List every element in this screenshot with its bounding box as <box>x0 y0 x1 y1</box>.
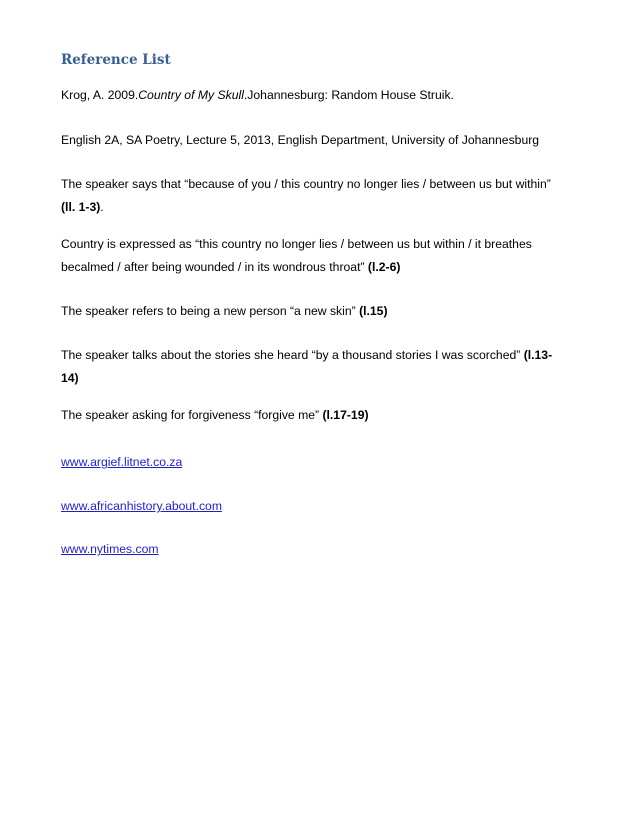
reference-quote-2 <box>61 233 581 279</box>
reference-lecture: English 2A, SA Poetry, Lecture 5, 2013, English Department, University of Johannesburg <box>61 133 540 147</box>
link-row-2 <box>61 495 581 518</box>
reference-list-heading: Reference List <box>61 52 171 68</box>
link-argief-litnet[interactable]: www.argief.litnet.co.za <box>61 455 183 469</box>
ref-author: Krog, A. 2009. <box>61 88 139 102</box>
quote-4-citation-start: (l.13- <box>523 348 553 362</box>
quote-4-text: The speaker talks about the stories she heard “by a thousand stories I was scorched” <box>61 348 524 362</box>
ref-publisher: .Johannesburg: Random House Struik. <box>243 88 454 102</box>
reference-quote-5 <box>61 404 581 427</box>
quote-2-line-1: Country is expressed as “this country no longer lies / between us but within / it breathes <box>61 237 532 251</box>
quote-2-line-2: becalmed / after being wounded / in its wondrous throat” <box>61 260 368 274</box>
quote-1-line: The speaker says that “because of you / this country no longer lies / between us but within” <box>61 177 551 191</box>
link-africanhistory[interactable]: www.africanhistory.about.com <box>61 499 222 513</box>
quote-3-text: The speaker refers to being a new person “a new skin” <box>61 304 360 318</box>
link-nytimes[interactable]: www.nytimes.com <box>61 542 159 556</box>
quote-2-citation: (l.2-6) <box>367 260 401 274</box>
quote-1-end: . <box>100 200 104 214</box>
link-row-3 <box>61 538 581 561</box>
ref-book-title: Country of My Skull <box>138 88 244 102</box>
quote-4-citation-end: 14) <box>61 371 79 385</box>
quote-5-text: The speaker asking for forgiveness “forgive me” <box>61 408 323 422</box>
reference-quote-1 <box>61 173 581 219</box>
quote-1-citation: (ll. 1-3) <box>61 200 101 214</box>
link-row-1 <box>61 451 581 474</box>
reference-krog <box>61 84 581 107</box>
reference-quote-3 <box>61 300 581 323</box>
quote-3-citation: (l.15) <box>359 304 388 318</box>
quote-5-citation: (l.17-19) <box>322 408 369 422</box>
reference-quote-4 <box>61 344 581 390</box>
